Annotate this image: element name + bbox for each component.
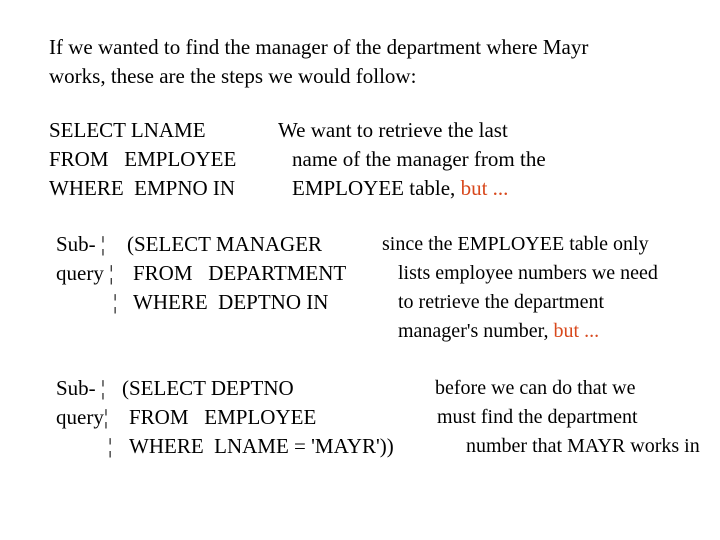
note-2-line-1: since the EMPLOYEE table only [382,233,649,255]
note-2-line-3: to retrieve the department [398,291,605,313]
sql-from-employee: FROM EMPLOYEE [49,147,237,171]
note-1-text: EMPLOYEE table, [292,176,461,200]
sql-where-lname: WHERE LNAME = 'MAYR')) [129,434,394,458]
intro-line-2: works, these are the steps we would follow: [49,64,417,88]
note-1-line-2: name of the manager from the [292,147,546,171]
note-2-but: but ... [553,320,600,342]
note-3-line-1: before we can do that we [435,377,636,399]
note-3-line-2: must find the department [437,406,638,428]
note-2-text: manager's number, [398,320,554,342]
note-1-line-1: We want to retrieve the last [278,118,508,142]
sql-select-lname: SELECT LNAME [49,118,206,142]
sql-select-deptno: (SELECT DEPTNO [122,376,294,400]
sql-where-empno: WHERE EMPNO IN [49,176,236,200]
subquery-label-4: query¦ [56,405,109,429]
subquery-bar-1: ¦ [113,290,118,314]
subquery-bar-2: ¦ [108,434,113,458]
note-2-line-2: lists employee numbers we need [398,262,658,284]
subquery-label-1: Sub- ¦ [56,232,106,256]
sql-from-employee-2: FROM EMPLOYEE [129,405,317,429]
intro-line-1: If we wanted to find the manager of the department where Mayr [49,35,589,59]
subquery-label-3: Sub- ¦ [56,376,106,400]
sql-where-deptno: WHERE DEPTNO IN [133,290,329,314]
note-1-line-3 [292,175,508,201]
note-3-line-3: number that MAYR works in [466,435,700,457]
sql-select-manager: (SELECT MANAGER [127,232,323,256]
subquery-label-2: query ¦ [56,261,114,285]
sql-from-department: FROM DEPARTMENT [133,261,347,285]
note-2-line-4 [398,318,599,344]
note-1-but: but ... [460,176,509,200]
